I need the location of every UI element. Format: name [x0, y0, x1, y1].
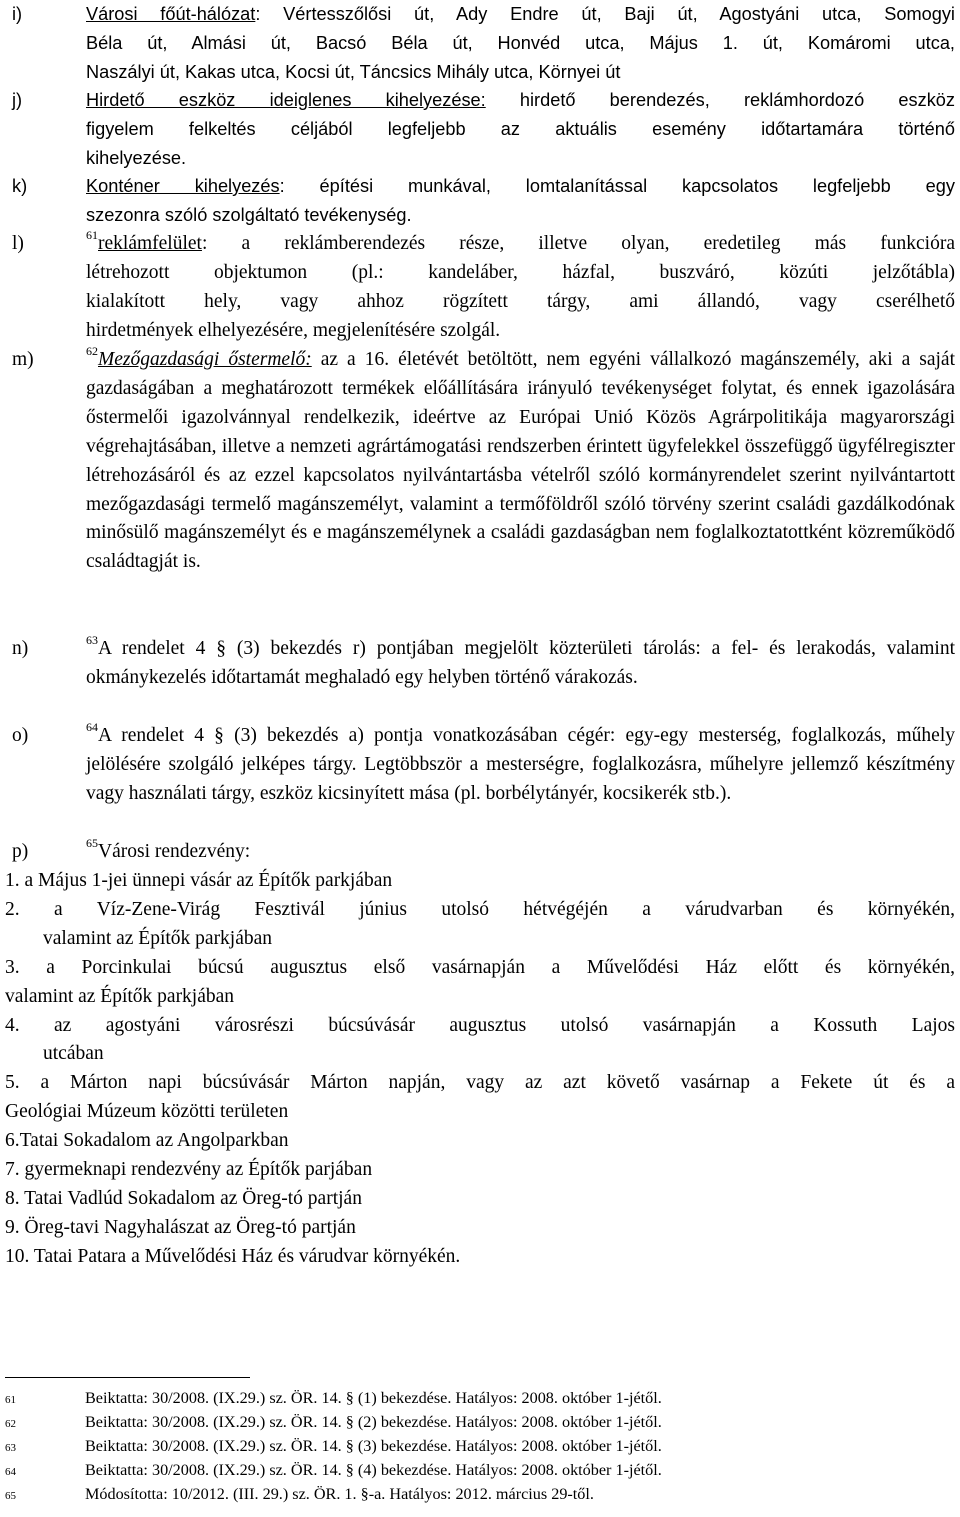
definition-j: j) Hirdető eszköz ideiglenes kihelyezése: hirdető berendezés, reklámhordozó eszköz figyelem felkeltés céljából legfeljebb az aktuális esemény időtartamára történő kihelyezése.: [86, 86, 955, 173]
item-marker: l): [12, 233, 24, 254]
term-label: Konténer kihelyezés: [86, 176, 280, 196]
list-item-continuation: Geológiai Múzeum közötti területen: [5, 1101, 289, 1123]
definition-l: l) $^{61}$reklámfelület: a reklámberendezés része, illetve olyan, eredetileg más funkcióra létrehozott objektumon (pl.: kandeláber, házfal, buszváró, közúti jelzőtábla) kialakított hely, vagy ahhoz rögzített tárgy, ami állandó, vagy cserélhető hirdetmények elhelyezésére, megjelenítésére szolgál.: [12, 227, 955, 341]
list-item: 3. a Porcinkulai búcsú augusztus első vasárnapján a Művelődési Ház előtt és környékén,: [5, 956, 955, 978]
definition-text: Városi rendezvény:: [98, 841, 251, 862]
footnote-text: Beiktatta: 30/2008. (IX.29.) sz. ÖR. 14. § (3) bekezdése. Hatályos: 2008. október 1-jétől.: [85, 1437, 662, 1455]
list-item: 10. Tatai Patara a Művelődési Ház és várudvar környékén.: [5, 1245, 461, 1267]
definition-m: [12, 343, 955, 577]
footnote-text: Módosította: 10/2012. (III. 29.) sz. ÖR. 1. §-a. Hatályos: 2012. március 29-től.: [85, 1485, 594, 1503]
term-label: Hirdető eszköz ideiglenes kihelyezése:: [86, 90, 486, 110]
item-marker: j): [12, 90, 23, 110]
footnote-number: 64: [5, 1466, 16, 1478]
footnote-number: 63: [5, 1442, 16, 1454]
footnote-text: Beiktatta: 30/2008. (IX.29.) sz. ÖR. 14. § (1) bekezdése. Hatályos: 2008. október 1-jétől.: [85, 1389, 662, 1407]
footnote-number: 61: [5, 1394, 16, 1406]
footnote-text: Beiktatta: 30/2008. (IX.29.) sz. ÖR. 14. § (4) bekezdése. Hatályos: 2008. október 1-jétől.: [85, 1461, 662, 1479]
footnote-text: Beiktatta: 30/2008. (IX.29.) sz. ÖR. 14. § (2) bekezdése. Hatályos: 2008. október 1-jétől.: [85, 1413, 662, 1431]
item-marker: n): [12, 638, 29, 659]
list-item: 7. gyermeknapi rendezvény az Építők parjában: [5, 1159, 373, 1181]
definition-text: A rendelet 4 § (3) bekezdés r) pontjában megjelölt közterületi tárolás: a fel- és lerakodás, valamint okmánykezelés időtartamát meghaladó egy helyben történő várakozás.: [86, 638, 955, 688]
event-list: [5, 867, 955, 1272]
term-label: Mezőgazdasági őstermelő:: [98, 349, 312, 370]
definition-text: az a 16. életévét betöltött, nem egyéni vállalkozó magánszemély, aki a saját gazdaságában a meghatározott termékek előállítására irányuló tevékenységet folytat, és ennek igazolására őstermelői igazolvánnyal rendelkezik, ideértve az Európai Unió Közös Agrárpolitikája magyarországi végrehajtásában, illetve a nemzeti agrártámogatási rendszerben érintett ügyfelekkel összefüggő ügyfélregiszter létrehozásáról és az ezzel kapcsolatos nyilvántartásba vételről szóló kormányrendelet szerint nyilvántartott mezőgazdasági termelő magánszemélyt, valamint a termőföldről szóló törvény szerint családi gazdálkodónak minősülő magánszemélyt és e magánszemélynek a családi gazdaságban nem foglalkoztatottként közreműködő családtagját is.: [86, 349, 955, 573]
definition-k: k) Konténer kihelyezés: építési munkával, lomtalanítással kapcsolatos legfeljebb egy szezonra szóló szolgáltató tevékenység.: [86, 172, 955, 230]
item-marker: m): [12, 349, 34, 370]
definition-text: A rendelet 4 § (3) bekezdés a) pontja vonatkozásában cégér: egy-egy mesterség, foglalkozás, műhely jelölésére szolgáló jelképes tárgy. Legtöbbször a mesterségre, foglalkozásra, műhelyre jellemző készítmény vagy használati tárgy, eszköz kicsinyített mása (pl. borbélytányér, kocsikerék stb.).: [86, 725, 955, 804]
list-item: 4. az agostyáni városrészi búcsúvásár augusztus utolsó vasárnapján a Kossuth Lajos: [5, 1014, 955, 1036]
definition-o: [12, 719, 955, 809]
definition-i: i) Városi főút-hálózat: Vértesszőlősi út, Ady Endre út, Baji út, Agostyáni utca, Somogyi Béla út, Almási út, Bacsó Béla út, Honvéd utca, Május 1. út, Komáromi utca, Naszályi út, Kakas utca, Kocsi út, Táncsics Mihály utca, Környei út: [86, 0, 955, 87]
footnote-number: 62: [5, 1418, 16, 1430]
definition-n: [12, 632, 955, 693]
footnote-divider: [5, 1377, 250, 1378]
list-item: 5. a Márton napi búcsúvásár Márton napján, vagy az azt követő vasárnap a Fekete út és a: [5, 1072, 955, 1094]
list-item: 9. Öreg-tavi Nagyhalászat az Öreg-tó partján: [5, 1216, 356, 1238]
footnote-ref: 61: [86, 227, 98, 242]
footnote-ref: 62: [86, 343, 98, 358]
list-item-continuation: valamint az Építők parkjában: [43, 927, 273, 949]
footnote-number: 65: [5, 1490, 16, 1502]
item-marker: k): [12, 176, 28, 196]
term-label: reklámfelület: [98, 233, 202, 254]
list-item: 6.Tatai Sokadalom az Angolparkban: [5, 1130, 289, 1152]
item-marker: i): [12, 4, 23, 24]
term-label: Városi főút-hálózat: [86, 4, 256, 24]
footnote-ref: 64: [86, 719, 98, 734]
footnote-ref: 65: [86, 835, 98, 850]
list-item: 8. Tatai Vadlúd Sokadalom az Öreg-tó partján: [5, 1187, 362, 1209]
item-marker: p): [12, 841, 29, 862]
item-marker: o): [12, 725, 29, 746]
list-item-continuation: utcában: [43, 1043, 104, 1065]
definition-p: [12, 835, 955, 867]
list-item-continuation: valamint az Építők parkjában: [5, 985, 235, 1007]
list-item: 2. a Víz-Zene-Virág Fesztivál június utolsó hétvégéjén a várudvarban és környékén,: [5, 898, 955, 920]
footnote-ref: 63: [86, 632, 98, 647]
list-item: 1. a Május 1-jei ünnepi vásár az Építők parkjában: [5, 870, 393, 891]
